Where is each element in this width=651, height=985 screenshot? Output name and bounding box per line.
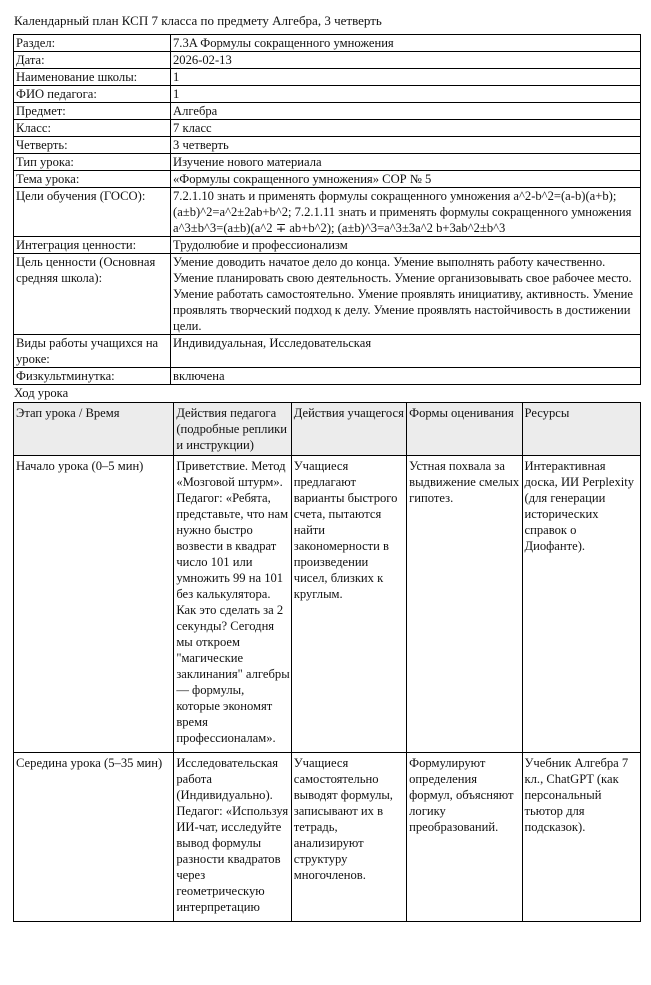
info-value: 7.2.1.10 знать и применять формулы сокращенного умножения a^2-b^2=(a-b)(a+b); (a±b)^2=a^2±2ab+b^2; 7.2.1.11 знать и применять формулы сокращенного умножения a^3±b^3=(a±b)(a^2 ∓ ab+b^2); (a±b)^3=a^3±3a^2 b+3ab^2±b^3 (171, 188, 641, 237)
info-row (14, 103, 641, 120)
info-value: Трудолюбие и профессионализм (171, 237, 641, 254)
info-label: Цель ценности (Основная средняя школа): (14, 254, 171, 335)
info-label: Класс: (14, 120, 171, 137)
info-row (14, 52, 641, 69)
info-value: «Формулы сокращенного умножения» СОР № 5 (171, 171, 641, 188)
info-row (14, 86, 641, 103)
document-page (13, 12, 641, 922)
plan-stage-cell: Начало урока (0–5 мин) (14, 456, 174, 753)
info-row (14, 237, 641, 254)
plan-column-header: Ресурсы (522, 403, 640, 456)
plan-resources-cell: Интерактивная доска, ИИ Perplexity (для генерации исторических справок о Диофанте). (522, 456, 640, 753)
plan-column-header: Формы оценивания (407, 403, 522, 456)
plan-row (14, 753, 641, 922)
lesson-info-table (13, 34, 641, 385)
info-row (14, 154, 641, 171)
info-label: Тема урока: (14, 171, 171, 188)
plan-teacher-actions-cell: Исследовательская работа (Индивидуально). Педагог: «Используя ИИ-чат, исследуйте вывод формулы разности квадратов через геометрическую интерпретацию (174, 753, 291, 922)
plan-column-header: Действия учащегося (291, 403, 406, 456)
info-label: Наименование школы: (14, 69, 171, 86)
plan-student-actions-cell: Учащиеся предлагают варианты быстрого счета, пытаются найти закономерности в произведении чисел, близких к круглым. (291, 456, 406, 753)
plan-student-actions-cell: Учащиеся самостоятельно выводят формулы, записывают их в тетрадь, анализируют структуру многочленов. (291, 753, 406, 922)
lesson-plan-table (13, 402, 641, 922)
info-label: Предмет: (14, 103, 171, 120)
info-label: Физкультминутка: (14, 368, 171, 385)
info-value: 1 (171, 69, 641, 86)
info-row (14, 254, 641, 335)
lesson-progress-heading: Ход урока (14, 386, 69, 400)
info-value: 7.3A Формулы сокращенного умножения (171, 35, 641, 52)
info-row (14, 35, 641, 52)
info-value: Умение доводить начатое дело до конца. Умение выполнять работу качественно. Умение планировать свою деятельность. Умение организовывать свое рабочее место. Умение работать самостоятельно. Умение проявлять инициативу, активность. Умение проявлять творческий подход к делу. Умение проявлять настойчивость в достижении цели. (171, 254, 641, 335)
info-row (14, 137, 641, 154)
info-label: Тип урока: (14, 154, 171, 171)
info-value: 7 класс (171, 120, 641, 137)
info-value: Индивидуальная, Исследовательская (171, 335, 641, 368)
plan-column-header: Действия педагога (подробные реплики и инструкции) (174, 403, 291, 456)
info-row (14, 335, 641, 368)
info-value: 1 (171, 86, 641, 103)
info-label: Цели обучения (ГОСО): (14, 188, 171, 237)
info-row (14, 120, 641, 137)
plan-teacher-actions-cell: Приветствие. Метод «Мозговой штурм». Педагог: «Ребята, представьте, что нам нужно быстро возвести в квадрат число 101 или умножить 99 на 101 без калькулятора. Как это сделать за 2 секунды? Сегодня мы откроем "магические заклинания" алгебры — формулы, которые экономят время профессионалам». (174, 456, 291, 753)
info-row (14, 171, 641, 188)
plan-resources-cell: Учебник Алгебра 7 кл., ChatGPT (как персональный тьютор для подсказок). (522, 753, 640, 922)
plan-row (14, 456, 641, 753)
info-row (14, 69, 641, 86)
plan-assessment-cell: Устная похвала за выдвижение смелых гипотез. (407, 456, 522, 753)
info-row (14, 368, 641, 385)
plan-column-header: Этап урока / Время (14, 403, 174, 456)
info-label: Интеграция ценности: (14, 237, 171, 254)
info-row (14, 188, 641, 237)
info-label: Четверть: (14, 137, 171, 154)
info-label: ФИО педагога: (14, 86, 171, 103)
info-value: Изучение нового материала (171, 154, 641, 171)
info-value: 3 четверть (171, 137, 641, 154)
plan-assessment-cell: Формулируют определения формул, объясняют логику преобразований. (407, 753, 522, 922)
document-title: Календарный план КСП 7 класса по предмету Алгебра, 3 четверть (14, 13, 382, 28)
info-label: Виды работы учащихся на уроке: (14, 335, 171, 368)
info-value: 2026-02-13 (171, 52, 641, 69)
plan-header-row (14, 403, 641, 456)
info-label: Дата: (14, 52, 171, 69)
info-value: включена (171, 368, 641, 385)
plan-stage-cell: Середина урока (5–35 мин) (14, 753, 174, 922)
info-label: Раздел: (14, 35, 171, 52)
info-value: Алгебра (171, 103, 641, 120)
